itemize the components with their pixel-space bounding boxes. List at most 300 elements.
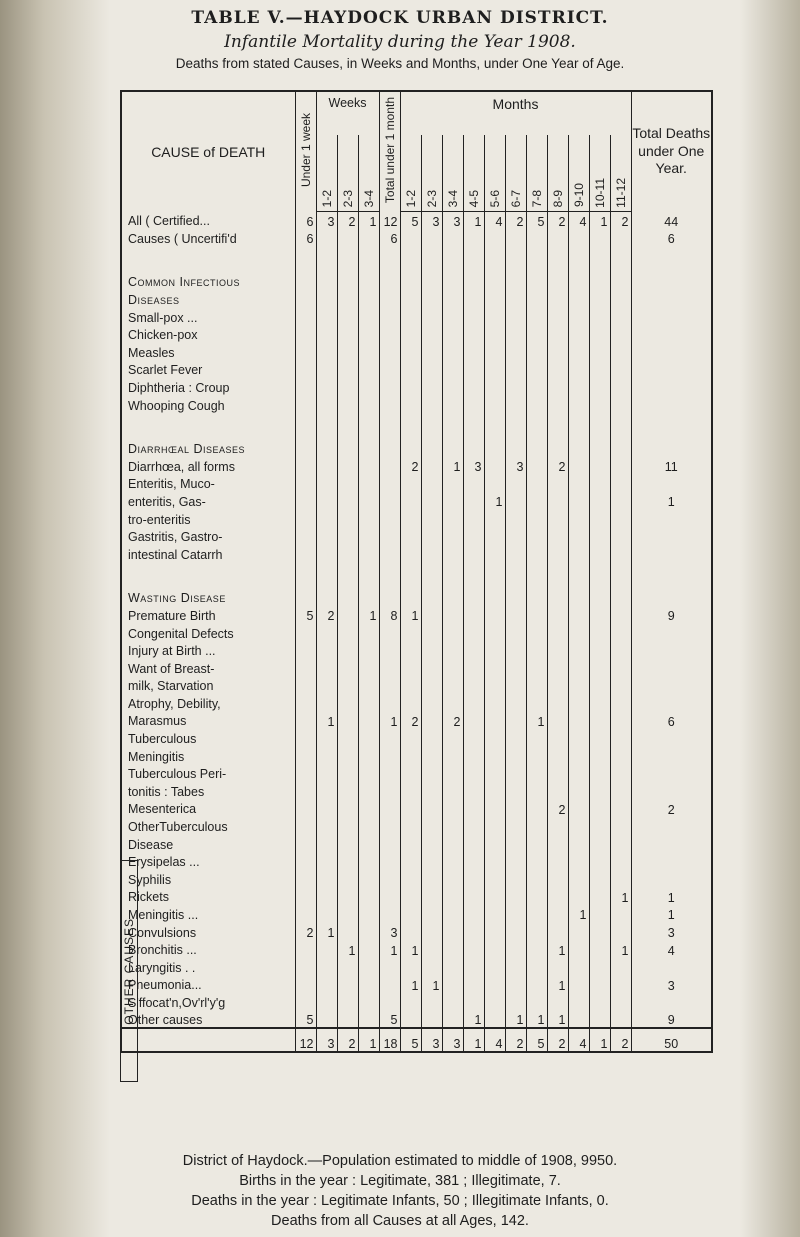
count-cell	[463, 905, 484, 923]
count-cell	[316, 1010, 337, 1028]
count-cell: 2	[610, 211, 631, 229]
count-cell	[484, 1010, 505, 1028]
count-cell	[442, 658, 463, 676]
count-cell	[442, 782, 463, 800]
count-cell	[505, 870, 526, 888]
count-cell	[358, 229, 379, 247]
count-cell	[526, 343, 547, 361]
count-cell	[379, 439, 400, 457]
count-cell	[505, 834, 526, 852]
count-cell	[337, 272, 358, 290]
count-cell	[526, 229, 547, 247]
cause-label: Measles	[121, 343, 295, 361]
count-cell	[526, 852, 547, 870]
count-cell	[547, 413, 568, 439]
count-cell	[484, 290, 505, 308]
cause-label: Small-pox ...	[121, 307, 295, 325]
count-cell	[421, 658, 442, 676]
count-cell	[610, 325, 631, 343]
count-cell	[316, 527, 337, 545]
count-cell	[610, 395, 631, 413]
count-cell	[568, 272, 589, 290]
count-cell	[316, 307, 337, 325]
count-cell	[442, 993, 463, 1011]
count-cell	[421, 290, 442, 308]
count-cell: 1	[547, 1010, 568, 1028]
count-cell	[316, 509, 337, 527]
table-row	[121, 606, 712, 624]
table-caption: Deaths from stated Causes, in Weeks and Months, under One Year of Age.	[175, 56, 625, 71]
count-cell	[337, 606, 358, 624]
count-cell	[547, 545, 568, 563]
count-cell	[379, 641, 400, 659]
count-cell	[400, 694, 421, 712]
count-cell	[610, 457, 631, 475]
count-cell	[547, 905, 568, 923]
count-cell	[316, 658, 337, 676]
count-cell	[442, 290, 463, 308]
count-cell	[442, 606, 463, 624]
cause-label: Diphtheria : Croup	[121, 378, 295, 396]
month-col-header: 10-11	[589, 135, 610, 211]
count-cell	[463, 641, 484, 659]
count-cell: 1	[316, 711, 337, 729]
count-cell	[400, 229, 421, 247]
footer-population: District of Haydock.—Population estimated to middle of 1908, 9950.	[182, 1153, 618, 1169]
count-cell	[316, 641, 337, 659]
count-cell	[568, 958, 589, 976]
count-cell	[295, 588, 316, 606]
count-cell	[337, 852, 358, 870]
count-cell	[547, 623, 568, 641]
count-cell	[379, 623, 400, 641]
count-cell	[358, 658, 379, 676]
count-cell	[337, 343, 358, 361]
count-cell	[484, 676, 505, 694]
count-cell	[568, 922, 589, 940]
count-cell	[442, 343, 463, 361]
count-cell	[295, 940, 316, 958]
count-cell	[610, 527, 631, 545]
count-cell	[463, 852, 484, 870]
count-cell	[421, 711, 442, 729]
total-cell	[631, 562, 712, 588]
total-cell: 1	[631, 887, 712, 905]
count-cell	[547, 588, 568, 606]
count-cell	[337, 246, 358, 272]
cause-label: Tuberculous	[121, 729, 295, 747]
count-cell	[337, 588, 358, 606]
count-cell	[442, 1010, 463, 1028]
count-cell	[547, 290, 568, 308]
count-cell	[505, 641, 526, 659]
count-cell	[379, 588, 400, 606]
count-cell	[316, 993, 337, 1011]
cause-label: Chicken-pox	[121, 325, 295, 343]
count-cell	[547, 817, 568, 835]
cause-label: Meningitis	[121, 746, 295, 764]
count-cell	[484, 887, 505, 905]
count-cell	[421, 229, 442, 247]
count-cell	[526, 764, 547, 782]
count-cell: 1	[589, 1028, 610, 1052]
count-cell	[442, 474, 463, 492]
count-cell	[463, 229, 484, 247]
count-cell	[568, 870, 589, 888]
count-cell	[484, 870, 505, 888]
count-cell	[568, 641, 589, 659]
count-cell	[463, 887, 484, 905]
count-cell	[295, 290, 316, 308]
count-cell	[421, 360, 442, 378]
count-cell	[400, 852, 421, 870]
footer-all-deaths: Deaths from all Causes at all Ages, 142.	[271, 1213, 529, 1229]
count-cell	[421, 509, 442, 527]
count-cell	[400, 439, 421, 457]
count-cell	[337, 658, 358, 676]
count-cell	[358, 360, 379, 378]
count-cell: 1	[358, 606, 379, 624]
count-cell	[505, 729, 526, 747]
table-row	[121, 887, 712, 905]
count-cell	[505, 799, 526, 817]
total-cell: 3	[631, 922, 712, 940]
count-cell	[547, 993, 568, 1011]
count-cell	[316, 290, 337, 308]
count-cell	[589, 229, 610, 247]
total-cell	[631, 290, 712, 308]
count-cell	[484, 834, 505, 852]
count-cell: 1	[379, 711, 400, 729]
count-cell	[295, 492, 316, 510]
count-cell	[337, 711, 358, 729]
section-heading: Common Infectious	[121, 272, 295, 290]
count-cell	[421, 940, 442, 958]
count-cell	[295, 852, 316, 870]
count-cell	[295, 562, 316, 588]
count-cell	[295, 439, 316, 457]
count-cell	[568, 290, 589, 308]
count-cell	[442, 676, 463, 694]
total-cell	[631, 694, 712, 712]
count-cell	[421, 958, 442, 976]
cause-label: Atrophy, Debility,	[121, 694, 295, 712]
count-cell	[589, 272, 610, 290]
count-cell	[547, 694, 568, 712]
count-cell	[379, 509, 400, 527]
count-cell	[421, 852, 442, 870]
cause-label: S'ffocat'n,Ov'rl'y'g	[121, 993, 295, 1011]
count-cell	[568, 764, 589, 782]
count-cell	[484, 940, 505, 958]
count-cell	[295, 641, 316, 659]
table-row	[121, 852, 712, 870]
count-cell	[568, 413, 589, 439]
count-cell: 1	[358, 1028, 379, 1052]
months-group-header: Months	[400, 91, 631, 135]
count-cell	[442, 694, 463, 712]
count-cell	[547, 729, 568, 747]
count-cell	[358, 545, 379, 563]
count-cell	[400, 527, 421, 545]
count-cell	[505, 588, 526, 606]
total-cell	[631, 527, 712, 545]
table-body	[121, 211, 712, 1052]
count-cell	[589, 378, 610, 396]
cause-label: intestinal Catarrh	[121, 545, 295, 563]
count-cell	[589, 474, 610, 492]
count-cell	[568, 975, 589, 993]
count-cell	[442, 325, 463, 343]
count-cell	[589, 246, 610, 272]
count-cell	[421, 799, 442, 817]
count-cell	[526, 993, 547, 1011]
count-cell	[295, 658, 316, 676]
count-cell	[568, 562, 589, 588]
table-subtitle: Infantile Mortality during the Year 1908.	[224, 32, 576, 52]
count-cell	[505, 746, 526, 764]
total-header: Total Deaths under One Year.	[631, 91, 712, 211]
count-cell	[505, 290, 526, 308]
count-cell	[358, 782, 379, 800]
count-cell	[505, 360, 526, 378]
count-cell	[316, 887, 337, 905]
count-cell	[442, 509, 463, 527]
count-cell	[505, 474, 526, 492]
count-cell	[442, 764, 463, 782]
month-col-header: 6-7	[505, 135, 526, 211]
count-cell: 3	[505, 457, 526, 475]
cause-label: tonitis : Tabes	[121, 782, 295, 800]
count-cell	[589, 623, 610, 641]
count-cell: 1	[505, 1010, 526, 1028]
count-cell	[421, 325, 442, 343]
count-cell	[505, 246, 526, 272]
count-cell	[421, 887, 442, 905]
count-cell	[526, 527, 547, 545]
count-cell	[358, 307, 379, 325]
cause-label: Diarrhœa, all forms	[121, 457, 295, 475]
table-row	[121, 343, 712, 361]
count-cell	[484, 307, 505, 325]
count-cell	[295, 782, 316, 800]
count-cell	[316, 457, 337, 475]
count-cell	[505, 343, 526, 361]
count-cell	[400, 676, 421, 694]
cause-label: Causes ( Uncertifi'd	[121, 229, 295, 247]
count-cell	[358, 958, 379, 976]
count-cell	[295, 887, 316, 905]
table-row	[121, 922, 712, 940]
count-cell	[379, 545, 400, 563]
count-cell	[295, 711, 316, 729]
month-col-header: 11-12	[610, 135, 631, 211]
count-cell	[295, 729, 316, 747]
count-cell	[610, 729, 631, 747]
count-cell	[568, 623, 589, 641]
total-cell	[631, 246, 712, 272]
count-cell	[610, 641, 631, 659]
spacer-row	[121, 413, 712, 439]
table-row	[121, 958, 712, 976]
count-cell	[526, 272, 547, 290]
count-cell	[295, 272, 316, 290]
count-cell	[547, 378, 568, 396]
count-cell: 5	[526, 211, 547, 229]
count-cell	[316, 395, 337, 413]
count-cell	[379, 395, 400, 413]
table-row	[121, 229, 712, 247]
count-cell: 6	[295, 211, 316, 229]
count-cell	[337, 439, 358, 457]
count-cell	[400, 958, 421, 976]
cause-label: Rickets	[121, 887, 295, 905]
count-cell	[610, 746, 631, 764]
count-cell	[484, 606, 505, 624]
count-cell	[484, 413, 505, 439]
count-cell	[463, 246, 484, 272]
infant-mortality-table	[120, 90, 713, 1053]
count-cell	[442, 246, 463, 272]
count-cell	[589, 975, 610, 993]
count-cell	[568, 378, 589, 396]
count-cell	[316, 378, 337, 396]
count-cell	[484, 782, 505, 800]
count-cell	[505, 922, 526, 940]
count-cell	[463, 817, 484, 835]
count-cell	[316, 799, 337, 817]
count-cell	[379, 307, 400, 325]
count-cell	[442, 492, 463, 510]
table-row	[121, 746, 712, 764]
count-cell	[358, 378, 379, 396]
total-cell	[631, 623, 712, 641]
count-cell	[400, 413, 421, 439]
count-cell	[589, 799, 610, 817]
count-cell	[358, 641, 379, 659]
count-cell: 2	[505, 1028, 526, 1052]
count-cell	[589, 509, 610, 527]
count-cell	[295, 343, 316, 361]
count-cell	[337, 474, 358, 492]
count-cell	[484, 378, 505, 396]
count-cell	[484, 562, 505, 588]
count-cell: 3	[463, 457, 484, 475]
count-cell	[463, 545, 484, 563]
total-cell	[631, 378, 712, 396]
count-cell	[379, 694, 400, 712]
count-cell	[463, 729, 484, 747]
count-cell	[463, 834, 484, 852]
count-cell	[400, 922, 421, 940]
count-cell	[547, 307, 568, 325]
total-cell	[631, 993, 712, 1011]
total-cell	[631, 343, 712, 361]
table-row	[121, 940, 712, 958]
count-cell	[316, 746, 337, 764]
count-cell	[610, 694, 631, 712]
count-cell	[421, 729, 442, 747]
count-cell	[358, 711, 379, 729]
count-cell	[484, 799, 505, 817]
count-cell	[316, 229, 337, 247]
count-cell	[442, 905, 463, 923]
count-cell	[505, 378, 526, 396]
count-cell	[610, 817, 631, 835]
count-cell	[547, 360, 568, 378]
count-cell	[505, 545, 526, 563]
count-cell: 1	[463, 1028, 484, 1052]
month-col-header: 1-2	[400, 135, 421, 211]
count-cell	[610, 799, 631, 817]
count-cell: 5	[400, 1028, 421, 1052]
table-row	[121, 764, 712, 782]
cause-label: Want of Breast-	[121, 658, 295, 676]
count-cell	[610, 343, 631, 361]
count-cell	[421, 527, 442, 545]
count-cell	[316, 870, 337, 888]
cause-label: Pneumonia...	[121, 975, 295, 993]
count-cell	[421, 492, 442, 510]
under-1-week-header: Under 1 week	[295, 91, 316, 211]
count-cell	[589, 746, 610, 764]
count-cell	[400, 325, 421, 343]
count-cell	[400, 360, 421, 378]
count-cell	[589, 606, 610, 624]
count-cell	[337, 457, 358, 475]
count-cell	[442, 940, 463, 958]
count-cell: 1	[421, 975, 442, 993]
count-cell	[442, 588, 463, 606]
total-cell	[631, 413, 712, 439]
count-cell	[379, 870, 400, 888]
count-cell	[400, 729, 421, 747]
count-cell	[421, 694, 442, 712]
section-heading: Diseases	[121, 290, 295, 308]
count-cell	[526, 922, 547, 940]
count-cell	[400, 799, 421, 817]
count-cell	[484, 852, 505, 870]
count-cell	[589, 870, 610, 888]
count-cell: 4	[484, 211, 505, 229]
count-cell	[505, 606, 526, 624]
count-cell: 1	[610, 887, 631, 905]
total-cell: 3	[631, 975, 712, 993]
count-cell	[484, 658, 505, 676]
count-cell: 3	[316, 1028, 337, 1052]
count-cell	[400, 509, 421, 527]
table-row	[121, 817, 712, 835]
count-cell	[316, 940, 337, 958]
total-cell	[631, 395, 712, 413]
count-cell: 2	[505, 211, 526, 229]
total-cell	[631, 764, 712, 782]
count-cell	[610, 474, 631, 492]
cause-label: Other causes	[121, 1010, 295, 1028]
count-cell	[421, 1010, 442, 1028]
count-cell: 2	[337, 211, 358, 229]
total-cell: 9	[631, 1010, 712, 1028]
count-cell: 2	[547, 457, 568, 475]
count-cell	[379, 975, 400, 993]
count-cell	[442, 439, 463, 457]
count-cell	[484, 229, 505, 247]
count-cell	[442, 958, 463, 976]
count-cell	[358, 852, 379, 870]
count-cell	[316, 272, 337, 290]
count-cell	[589, 457, 610, 475]
count-cell: 2	[337, 1028, 358, 1052]
